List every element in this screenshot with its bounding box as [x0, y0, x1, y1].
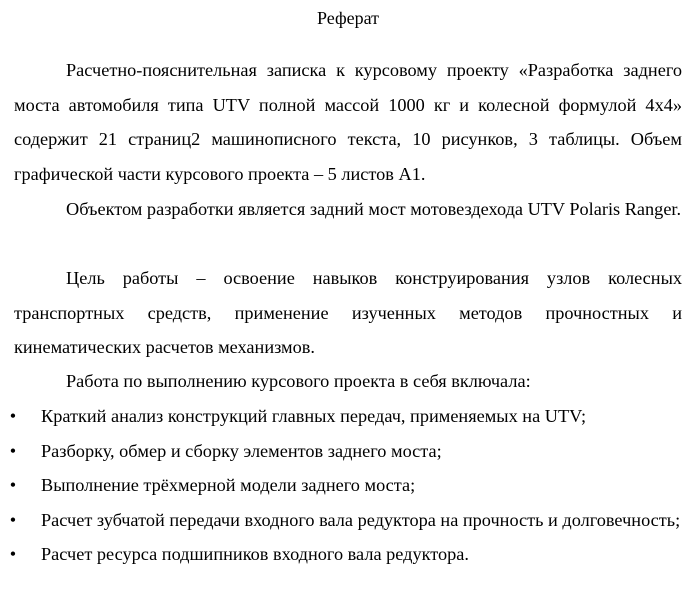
abstract-paragraph-2: Объектом разработки является задний мост мотовездехода UTV Polaris Ranger.: [66, 199, 682, 219]
list-item: [0, 503, 696, 538]
bullet-icon: •: [9, 475, 17, 496]
bullet-icon: •: [9, 440, 17, 461]
bullet-icon: •: [9, 509, 17, 530]
abstract-paragraph-3: Цель работы – освоение навыков конструирования узлов колесных транспортных средств, применение изученных методов прочностных и кинематических расчетов механизмов.: [14, 268, 682, 358]
list-item-text: Расчет ресурса подшипников входного вала редуктора.: [41, 544, 469, 565]
list-item-text: Расчет зубчатой передачи входного вала редуктора на прочность и долговечность;: [41, 509, 681, 530]
list-item-text: Разборку, обмер и сборку элементов заднего моста;: [41, 440, 442, 461]
list-item: [0, 434, 696, 469]
bullet-icon: •: [9, 544, 17, 565]
list-item: [0, 399, 696, 434]
document-title: Реферат: [316, 8, 380, 28]
list-item-text: Краткий анализ конструкций главных передач, применяемых на UTV;: [41, 406, 587, 426]
abstract-paragraph-1: Расчетно-пояснительная записка к курсовому проекту «Разработка заднего моста автомобиля типа UTV полной массой 1000 кг и колесной формулой 4х4» содержит 21 страниц2 машинописного текста, 10 рисунков, 3 таблицы. Объем графической части курсового проекта – 5 листов А1.: [14, 60, 682, 184]
bullet-icon: •: [9, 406, 17, 426]
abstract-paragraph-4: Работа по выполнению курсового проекта в себя включала:: [66, 371, 531, 391]
list-item: [0, 537, 696, 572]
list-item-text: Выполнение трёхмерной модели заднего моста;: [41, 475, 416, 496]
list-item: [0, 468, 696, 503]
work-items-list: [0, 399, 696, 572]
